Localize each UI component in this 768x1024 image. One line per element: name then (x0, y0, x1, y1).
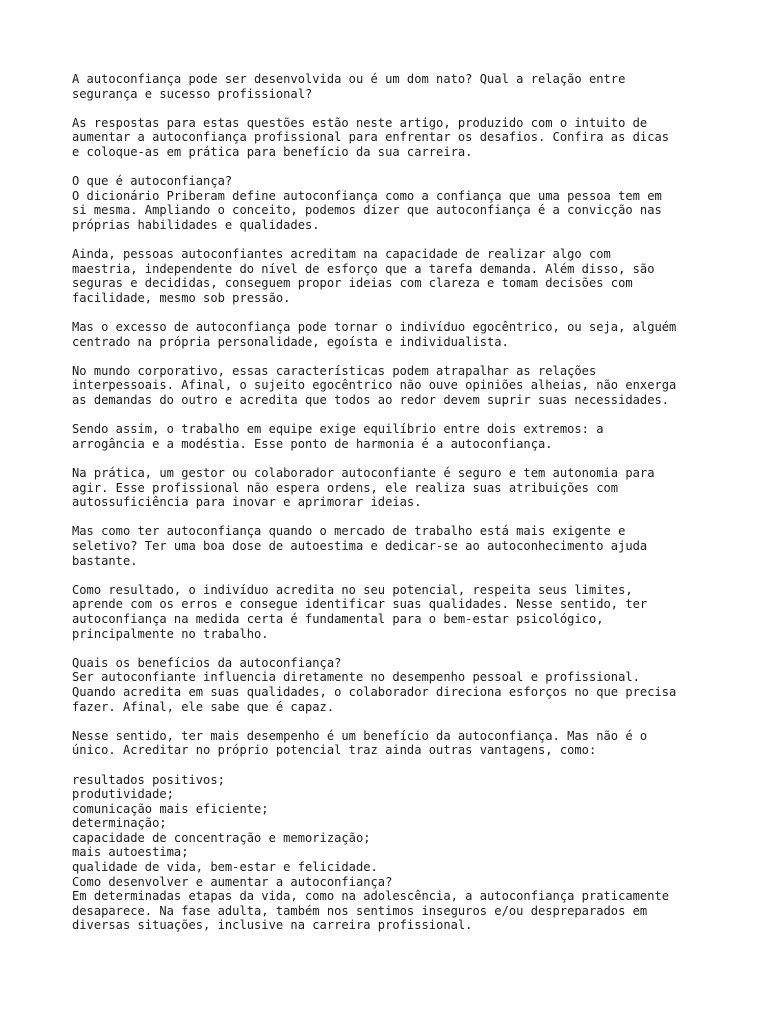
text-line: produtividade; (72, 787, 174, 802)
text-line: as demandas do outro e acredita que todos ao redor devem suprir suas necessidades. (72, 393, 670, 408)
text-line: autoconfiança na medida certa é fundamental para o bem-estar psicológico, (72, 611, 604, 626)
text-line: facilidade, mesmo sob pressão. (72, 290, 291, 305)
paragraph (72, 656, 712, 714)
text-line: capacidade de concentração e memorização; (72, 830, 371, 845)
text-line: Em determinadas etapas da vida, como na adolescência, a autoconfiança praticamente (72, 889, 670, 904)
text-line: Ser autoconfiante influencia diretamente no desempenho pessoal e profissional. (72, 670, 640, 685)
text-line: Quais os benefícios da autoconfiança? (72, 655, 342, 670)
text-line: Como desenvolver e aumentar a autoconfiança? (72, 874, 393, 889)
text-line: Como resultado, o indivíduo acredita no seu potencial, respeita seus limites, (72, 582, 633, 597)
text-line: O que é autoconfiança? (72, 174, 233, 189)
text-line: O dicionário Priberam define autoconfiança como a confiança que uma pessoa tem em (72, 188, 662, 203)
text-line: Mas como ter autoconfiança quando o mercado de trabalho está mais exigente e (72, 524, 626, 539)
text-line: Na prática, um gestor ou colaborador autoconfiante é seguro e tem autonomia para (72, 466, 655, 481)
paragraph (72, 364, 712, 408)
text-line: Ainda, pessoas autoconfiantes acreditam na capacidade de realizar algo com (72, 247, 611, 262)
text-line: interpessoais. Afinal, o sujeito egocêntrico não ouve opiniões alheias, não enxerga (72, 378, 677, 393)
text-line: e coloque-as em prática para benefício da sua carreira. (72, 144, 473, 159)
text-line: fazer. Afinal, ele sabe que é capaz. (72, 699, 335, 714)
text-line: diversas situações, inclusive na carreira profissional. (72, 918, 473, 933)
paragraph (72, 247, 712, 305)
text-line: próprias habilidades e qualidades. (72, 217, 320, 232)
text-line: único. Acreditar no próprio potencial traz ainda outras vantagens, como: (72, 743, 597, 758)
text-line: seletivo? Ter uma boa dose de autoestima e dedicar-se ao autoconhecimento ajuda (72, 539, 648, 553)
text-line: centrado na própria personalidade, egoísta e individualista. (72, 334, 509, 349)
text-line: desaparece. Na fase adulta, também nos sentimos inseguros e/ou despreparados em (72, 903, 648, 918)
document-body (72, 72, 712, 948)
text-line: seguras e decididas, conseguem propor ideias com clareza e tomam decisões com (72, 276, 633, 291)
text-line: arrogância e a modéstia. Esse ponto de harmonia é a autoconfiança. (72, 436, 553, 451)
text-line: principalmente no trabalho. (72, 626, 269, 641)
text-line: Mas o excesso de autoconfiança pode tornar o indivíduo egocêntrico, ou seja, alguém (72, 320, 677, 335)
text-line: Sendo assim, o trabalho em equipe exige equilíbrio entre dois extremos: a (72, 422, 604, 437)
text-line: autossuficiência para inovar e aprimorar ideias. (72, 495, 422, 510)
text-line: No mundo corporativo, essas características podem atrapalhar as relações (72, 363, 597, 378)
text-line: Nesse sentido, ter mais desempenho é um benefício da autoconfiança. Mas não é o (72, 728, 648, 743)
paragraph (72, 466, 712, 510)
text-line: si mesma. Ampliando o conceito, podemos dizer que autoconfiança é a convicção nas (72, 203, 662, 218)
paragraph (72, 583, 712, 641)
paragraph (72, 320, 712, 349)
paragraph (72, 773, 712, 934)
text-line: bastante. (72, 553, 138, 568)
text-line: aprende com os erros e consegue identificar suas qualidades. Nesse sentido, ter (72, 597, 648, 612)
paragraph (72, 422, 712, 451)
text-line: As respostas para estas questões estão neste artigo, produzido com o intuito de (72, 115, 648, 130)
text-line: mais autoestima; (72, 845, 189, 860)
text-line: agir. Esse profissional não espera ordens, ele realiza suas atribuições com (72, 480, 619, 495)
text-line: segurança e sucesso profissional? (72, 86, 313, 101)
text-line: aumentar a autoconfiança profissional para enfrentar os desafios. Confira as dicas (72, 130, 670, 145)
paragraph (72, 524, 712, 568)
text-line: maestria, independente do nível de esforço que a tarefa demanda. Além disso, são (72, 261, 655, 276)
text-line: Quando acredita em suas qualidades, o colaborador direciona esforços no que precisa (72, 684, 677, 699)
text-line: resultados positivos; (72, 772, 225, 787)
paragraph (72, 729, 712, 758)
text-line: A autoconfiança pode ser desenvolvida ou é um dom nato? Qual a relação entre (72, 72, 626, 86)
paragraph (72, 174, 712, 232)
text-line: comunicação mais eficiente; (72, 801, 269, 816)
paragraph (72, 116, 712, 160)
text-line: determinação; (72, 816, 167, 831)
paragraph (72, 72, 712, 101)
text-line: qualidade de vida, bem-estar e felicidade. (72, 860, 378, 875)
